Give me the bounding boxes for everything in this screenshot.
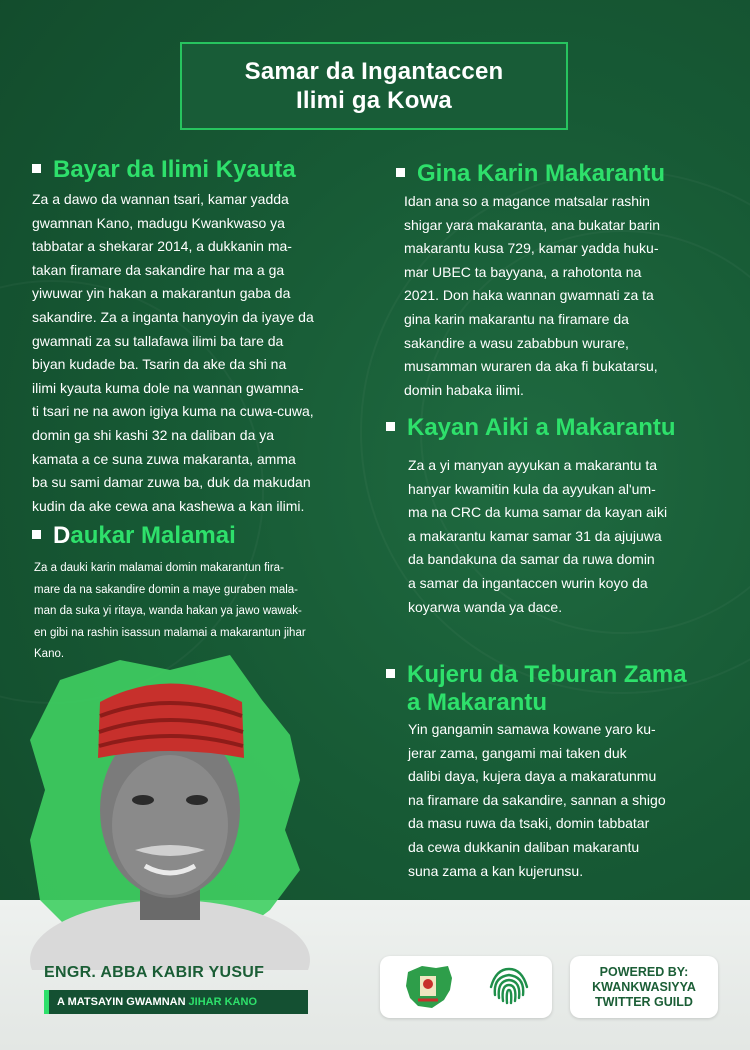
- section-heading-build-schools: [396, 160, 665, 188]
- governor-portrait-illustration: [0, 640, 330, 970]
- right-eye: [186, 795, 208, 805]
- governor-role-bar: [44, 990, 308, 1014]
- text-line: suna zama a kan kujerunsu.: [408, 862, 584, 879]
- text-line: da cewa dukkanin daliban makarantu: [408, 838, 640, 855]
- section-heading-teacher-recruitment: [32, 522, 236, 550]
- text-line: ti tsari ne na awon igiya kuma na cuwa-cuwa,: [32, 403, 314, 420]
- section-heading-free-education: [32, 156, 296, 184]
- text-line: Kano.: [34, 648, 65, 660]
- text-line: kudin da ake cewa ana kashewa a kan ilimi.: [32, 497, 305, 514]
- text-line: sakandire a wasu zababbun wurare,: [404, 334, 629, 351]
- text-line: ba su sami damar zuwa ba, duk da makudan: [32, 474, 311, 491]
- text-line: makarantu kusa 729, kamar yadda huku-: [404, 240, 659, 257]
- text-line: 2021. Don haka wannan gwamnati za ta: [404, 287, 654, 304]
- section-body-chairs-desks: [408, 718, 718, 883]
- text-line: biyan kudade ba. Tsarin da ake da shi na: [32, 356, 287, 373]
- heading-text-line-1: Kujeru da Teburan Zama: [407, 661, 687, 688]
- text-line: a makarantu kamar samar 31 da ajujuwa: [408, 527, 662, 544]
- text-line: sakandire. Za a inganta hanyoyin da iyaye da: [32, 308, 314, 325]
- text-line: Za a dauki karin malamai domin makarantun fira-: [34, 562, 284, 574]
- text-line: mar UBEC ta bayyana, a rahotonta na: [404, 263, 642, 280]
- text-line: domin habaka ilimi.: [404, 381, 524, 398]
- text-line: en gibi na rashin isassun malamai a makarantun jihar: [34, 626, 306, 639]
- section-body-free-education: [32, 188, 368, 518]
- title-line-1: Samar da Ingantaccen: [244, 58, 504, 85]
- text-line: koyarwa wanda ya dace.: [408, 598, 563, 615]
- heading-text: aukar Malamai: [70, 522, 236, 549]
- text-line: man da suka yi ritaya, wanda hakan ya jawo wawak-: [34, 605, 302, 617]
- text-line: takan firamare da sakandire har ma a ga: [32, 261, 285, 278]
- powered-by-card: [570, 956, 718, 1018]
- powered-by-org-line-2: TWITTER GUILD: [595, 994, 693, 1009]
- bullet-icon: [386, 669, 395, 678]
- role-accent: [44, 990, 49, 1014]
- section-body-build-schools: [404, 190, 716, 402]
- text-line: Idan ana so a magance matsalar rashin: [404, 193, 650, 209]
- section-body-school-equipment: [408, 454, 718, 619]
- logo-card: [380, 956, 552, 1018]
- text-line: Za a dawo da wannan tsari, kamar yadda: [32, 191, 289, 207]
- text-line: Za a yi manyan ayyukan a makarantu ta: [408, 457, 658, 473]
- text-line: shigar yara makaranta, ana bukatar barin: [404, 216, 661, 233]
- text-line: mare da na sakandire domin a maye guraben mala-: [34, 583, 299, 596]
- text-line: dalibi daya, kujera daya a makaratunmu: [408, 768, 657, 785]
- text-line: gina karin makarantu na firamare da: [404, 310, 629, 327]
- text-line: a samar da ingantaccen wurin koyo da: [408, 574, 648, 591]
- section-heading-school-equipment: [386, 414, 676, 442]
- governor-name: ENGR. ABBA KABIR YUSUF: [44, 964, 265, 981]
- text-line: domin ga shi kashi 32 na daliban da ya: [32, 426, 275, 443]
- text-line: tabbatar a shekarar 2014, a dukkanin ma-: [32, 238, 292, 255]
- nigeria-map-logo-icon: [402, 962, 456, 1012]
- title-box: [180, 42, 568, 130]
- bullet-icon: [32, 530, 41, 539]
- title-line-2: Ilimi ga Kowa: [296, 87, 452, 114]
- bullet-icon: [396, 168, 405, 177]
- text-line: Yin gangamin samawa kowane yaro ku-: [408, 721, 656, 737]
- text-line: kamata a ce suna zuwa makaranta, amma: [32, 450, 296, 467]
- left-eye: [132, 795, 154, 805]
- powered-by-org-line-1: KWANKWASIYYA: [592, 979, 696, 994]
- text-line: gwamnati za su tallafawa ilimi ba tare da: [32, 332, 284, 349]
- powered-by-label: POWERED BY:: [599, 964, 689, 979]
- text-line: da bandakuna da samar da ruwa domin: [408, 551, 655, 568]
- text-line: ma na CRC da kuma samar da kayan aiki: [408, 504, 668, 521]
- fingerprint-icon: [486, 965, 532, 1011]
- section-heading-chairs-desks: [386, 661, 687, 717]
- text-line: musamman wuraren da aka fi bukatarsu,: [404, 358, 658, 375]
- heading-text-line-2: a Makarantu: [407, 689, 548, 716]
- text-line: ilimi kyauta kuma dole na wannan gwamna-: [32, 379, 304, 396]
- heading-first-letter: D: [53, 522, 71, 549]
- text-line: yiwuwar yin hakan a makarantun gaba da: [32, 285, 291, 302]
- bullet-icon: [32, 164, 41, 173]
- heading-text: Bayar da Ilimi Kyauta: [53, 156, 296, 183]
- text-line: hanyar kwamitin kula da ayyukan al'um-: [408, 480, 656, 497]
- text-line: gwamnan Kano, madugu Kwankwaso ya: [32, 214, 285, 231]
- bullet-icon: [386, 422, 395, 431]
- text-line: da masu ruwa da tsaki, domin tabbatar: [408, 815, 650, 832]
- heading-text: Kayan Aiki a Makarantu: [407, 414, 676, 441]
- role-highlight: JIHAR KANO: [188, 996, 257, 1008]
- heading-text: Gina Karin Makarantu: [417, 160, 666, 187]
- text-line: jerar zama, gangami mai taken duk: [408, 744, 627, 761]
- role-prefix: A MATSAYIN GWAMNAN: [57, 996, 186, 1008]
- text-line: na firamare da sakandire, sannan a shigo: [408, 791, 666, 808]
